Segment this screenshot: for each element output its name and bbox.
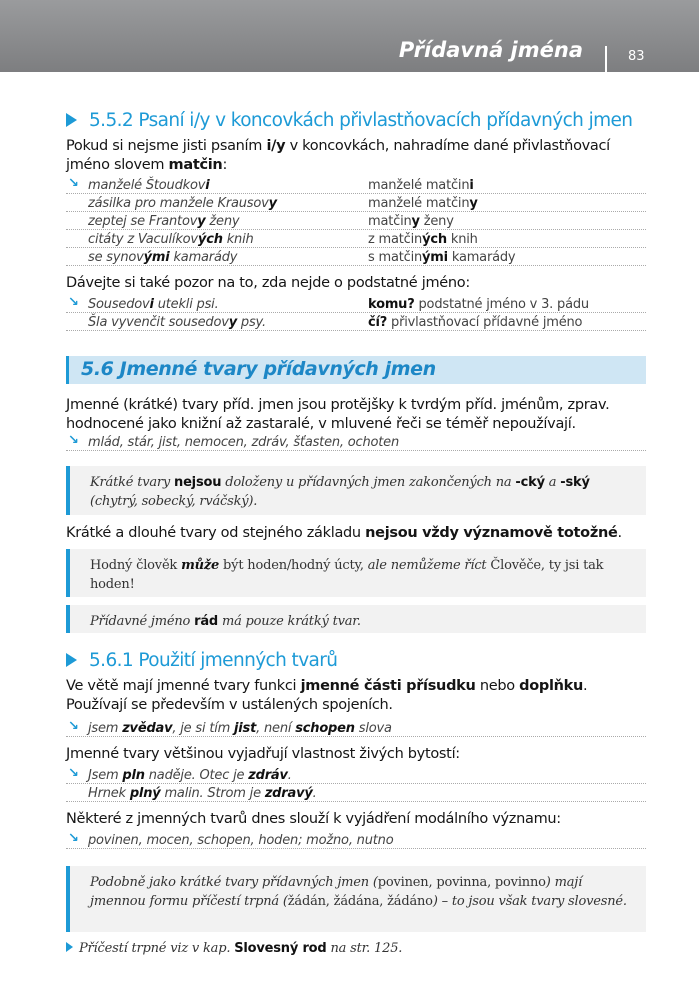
paragraph: Jmenné tvary většinou vyjadřují vlastnost živých bytostí: — [66, 746, 460, 762]
heading-5-5-2: 5.5.2 Psaní i/y v koncovkách přivlastňovacích přídavných jmen — [66, 110, 632, 131]
example-row: citáty z Vaculíkových knih z matčiných knih — [66, 230, 646, 248]
example-row: zásilka pro manžele Krausovy manželé matčiny — [66, 194, 646, 212]
example-row: ↘ Sousedovi utekli psi. komu? podstatné jméno v 3. pádu — [66, 295, 646, 313]
page-header — [0, 0, 699, 72]
note-box: Přídavné jméno rád má pouze krátký tvar. — [66, 605, 646, 633]
heading-5-6-1: 5.6.1 Použití jmenných tvarů — [66, 650, 337, 671]
example-row: ↘ mlád, stár, jist, nemocen, zdráv, šťasten, ochoten — [66, 433, 646, 451]
page-number: 83 — [628, 49, 645, 64]
example-row: ↘ Jsem pln naděje. Otec je zdráv. — [66, 766, 646, 784]
arrow-down-right-icon: ↘ — [68, 176, 79, 191]
paragraph: Krátké a dlouhé tvary od stejného základu nejsou vždy významově totožné. — [66, 525, 622, 541]
example-row: ↘ povinen, mocen, schopen, hoden; možno, nutno — [66, 831, 646, 849]
caution-text: Dávejte si také pozor na to, zda nejde o podstatné jméno: — [66, 275, 470, 291]
section-heading-5-6: 5.6 Jmenné tvary přídavných jmen — [66, 356, 646, 384]
arrow-down-right-icon: ↘ — [68, 766, 79, 781]
example-row: ↘ jsem zvědav, je si tím jist, není schopen slova — [66, 719, 646, 737]
arrow-down-right-icon: ↘ — [68, 295, 79, 310]
note-box: Krátké tvary nejsou doloženy u přídavných jmen zakončených na -cký a -ský (chytrý, sobecký, rváčský). — [66, 466, 646, 515]
chapter-title: Přídavná jména — [398, 38, 583, 62]
arrow-down-right-icon: ↘ — [68, 831, 79, 846]
example-row: zeptej se Frantovy ženy matčiny ženy — [66, 212, 646, 230]
intro-paragraph: Pokud si nejsme jisti psaním i/y v koncovkách, nahradíme dané přivlastňovací jméno slovem matčin: — [66, 138, 610, 173]
triangle-bullet-icon — [66, 653, 77, 667]
arrow-down-right-icon: ↘ — [68, 433, 79, 448]
paragraph: Ve větě mají jmenné tvary funkci jmenné části přísudku nebo doplňku. Používají se především v ustálených spojeních. — [66, 678, 588, 713]
triangle-pointer-icon — [66, 942, 73, 952]
triangle-bullet-icon — [66, 113, 77, 127]
paragraph: Jmenné (krátké) tvary příd. jmen jsou protějšky k tvrdým příd. jménům, zprav. hodnocené jako knižní až zastaralé, v mluvené řeči se téměř nepoužívají. — [66, 397, 610, 432]
cross-reference[interactable]: Příčestí trpné viz v kap. Slovesný rod na str. 125. — [66, 941, 402, 956]
example-row: Šla vyvenčit sousedovy psy. čí? přivlastňovací přídavné jméno — [66, 313, 646, 331]
note-box: Hodný člověk může být hoden/hodný úcty, ale nemůžeme říct Člověče, ty jsi tak hoden! — [66, 549, 646, 597]
note-box: Podobně jako krátké tvary přídavných jmen (povinen, povinna, povinno) mají jmennou formu příčestí trpná (žádán, žádána, žádáno) – to jsou však tvary slovesné. — [66, 866, 646, 932]
example-row: se synovými kamarády s matčinými kamarády — [66, 248, 646, 266]
header-divider — [605, 46, 607, 72]
example-row: Hrnek plný malin. Strom je zdravý. — [66, 784, 646, 802]
paragraph: Některé z jmenných tvarů dnes slouží k vyjádření modálního významu: — [66, 811, 561, 827]
example-row: ↘ manželé Štoudkovi manželé matčini — [66, 176, 646, 194]
arrow-down-right-icon: ↘ — [68, 719, 79, 734]
